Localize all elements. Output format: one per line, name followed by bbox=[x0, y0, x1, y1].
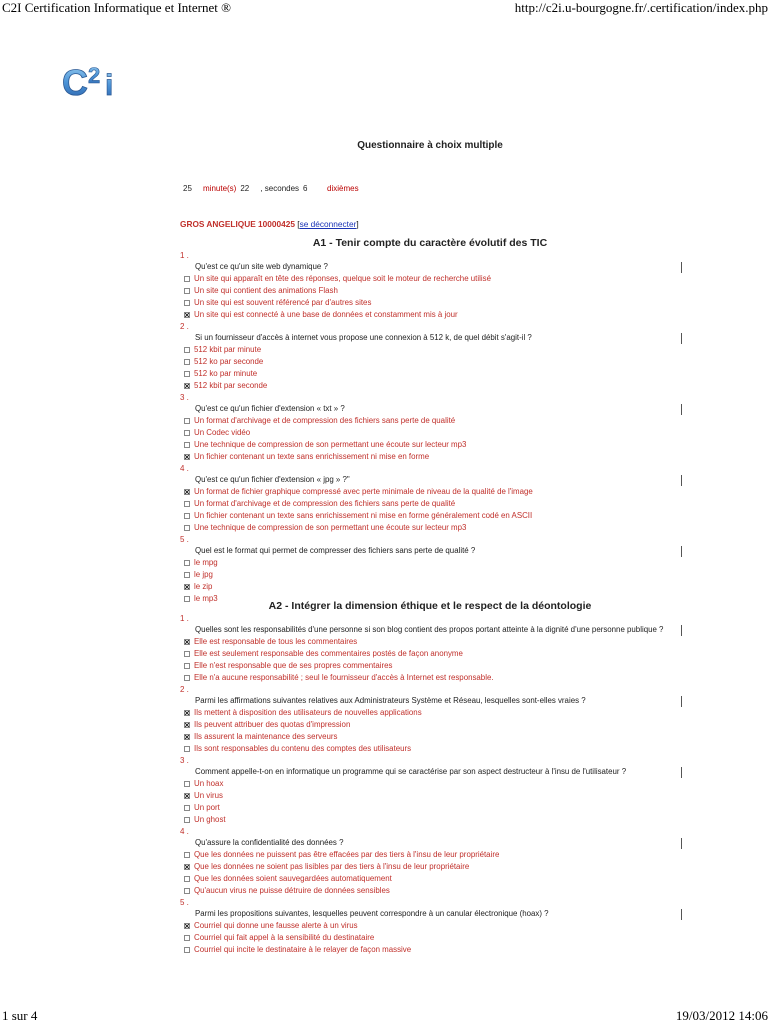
question-text: Qu'est ce qu'un fichier d'extension « jpg » ?" bbox=[195, 475, 350, 484]
timer-seconds-label: , secondes bbox=[260, 184, 300, 193]
checkbox[interactable] bbox=[184, 442, 190, 448]
bracket-open: [ bbox=[297, 219, 300, 229]
timer-minutes-label: minute(s) bbox=[203, 184, 237, 193]
answer-option[interactable] bbox=[180, 920, 680, 932]
answer-option[interactable] bbox=[180, 557, 680, 569]
answer-label: Un site qui est connecté à une base de données et constamment mis à jour bbox=[194, 310, 458, 319]
timer-seconds-field[interactable] bbox=[240, 184, 254, 193]
checkbox[interactable] bbox=[184, 359, 190, 365]
checked-checkbox[interactable] bbox=[184, 722, 190, 728]
answer-label: Une technique de compression de son permettant une écoute sur lecteur mp3 bbox=[194, 523, 467, 532]
answer-label: le mp3 bbox=[194, 594, 218, 603]
user-name: GROS ANGELIQUE 10000425 bbox=[180, 219, 295, 229]
print-header-title: C2I Certification Informatique et Internet ® bbox=[2, 0, 231, 15]
question-block bbox=[180, 755, 680, 826]
checkbox[interactable] bbox=[184, 805, 190, 811]
question-text: Qu'est ce qu'un fichier d'extension « txt » ? bbox=[195, 404, 345, 413]
checkbox[interactable] bbox=[184, 675, 190, 681]
user-line bbox=[180, 219, 359, 229]
checked-checkbox[interactable] bbox=[184, 454, 190, 460]
answer-label: Courriel qui incite le destinataire à le relayer de façon massive bbox=[194, 945, 412, 954]
question-text: Parmi les propositions suivantes, lesquelles peuvent correspondre à un canular électronique (hoax) ? bbox=[195, 909, 549, 918]
question-marker bbox=[681, 625, 682, 636]
page-title: Questionnaire à choix multiple bbox=[357, 140, 503, 151]
checkbox[interactable] bbox=[184, 663, 190, 669]
answer-option[interactable] bbox=[180, 415, 680, 427]
answer-option[interactable] bbox=[180, 743, 680, 755]
question-block bbox=[180, 826, 680, 897]
answer-option[interactable] bbox=[180, 427, 680, 439]
bracket-close: ] bbox=[356, 219, 359, 229]
answer-label: Que les données ne puissent pas être effacées par des tiers à l'insu de leur propriétaire bbox=[194, 850, 500, 859]
answer-label: 512 ko par minute bbox=[194, 369, 258, 378]
answer-option[interactable] bbox=[180, 672, 680, 684]
answer-option[interactable] bbox=[180, 719, 680, 731]
question-text: Quelles sont les responsabilités d'une personne si son blog contient des propos portant atteinte à la dignité d'une personne publique ? bbox=[195, 625, 664, 634]
answer-label: Elle est responsable de tous les commentaires bbox=[194, 637, 358, 646]
checked-checkbox[interactable] bbox=[184, 489, 190, 495]
question-text: Si un fournisseur d'accès à internet vous propose une connexion à 512 k, de quel débit s'agit-il ? bbox=[195, 333, 532, 342]
checkbox[interactable] bbox=[184, 935, 190, 941]
checkbox[interactable] bbox=[184, 572, 190, 578]
answer-label: Un format de fichier graphique compressé avec perte minimale de niveau de la qualité de l'image bbox=[194, 487, 533, 496]
question-block bbox=[180, 534, 680, 605]
question-marker bbox=[681, 404, 682, 415]
answer-option[interactable] bbox=[180, 569, 680, 581]
answer-option[interactable] bbox=[180, 814, 680, 826]
answer-option[interactable] bbox=[180, 944, 680, 956]
answer-label: Que les données soient sauvegardées automatiquement bbox=[194, 874, 392, 883]
question-block bbox=[180, 392, 680, 463]
section-title: A2 - Intégrer la dimension éthique et le respect de la déontologie bbox=[268, 600, 592, 612]
print-header bbox=[2, 0, 768, 16]
question-list bbox=[180, 250, 680, 605]
timer-tenths-field[interactable] bbox=[303, 184, 321, 193]
question-marker bbox=[681, 475, 682, 486]
checkbox[interactable] bbox=[184, 560, 190, 566]
question-number: 5 . bbox=[180, 898, 189, 907]
question-number: 2 . bbox=[180, 685, 189, 694]
question-marker bbox=[681, 909, 682, 920]
checked-checkbox[interactable] bbox=[184, 734, 190, 740]
section-title: A1 - Tenir compte du caractère évolutif des TIC bbox=[312, 237, 548, 249]
checked-checkbox[interactable] bbox=[184, 312, 190, 318]
answer-option[interactable] bbox=[180, 778, 680, 790]
answer-label: 512 kbit par seconde bbox=[194, 381, 268, 390]
answer-label: Un site qui est souvent référencé par d'autres sites bbox=[194, 298, 372, 307]
checkbox[interactable] bbox=[184, 876, 190, 882]
question-list bbox=[180, 613, 680, 956]
answer-label: Courriel qui donne une fausse alerte à un virus bbox=[194, 921, 358, 930]
svg-text:i: i bbox=[105, 69, 114, 101]
question-number: 5 . bbox=[180, 535, 189, 544]
answer-option[interactable] bbox=[180, 439, 680, 451]
question-number: 3 . bbox=[180, 756, 189, 765]
checkbox[interactable] bbox=[184, 746, 190, 752]
question-number: 2 . bbox=[180, 322, 189, 331]
checkbox[interactable] bbox=[184, 418, 190, 424]
c2i-logo bbox=[60, 57, 124, 101]
answer-label: Elle est seulement responsable des commentaires postés de façon anonyme bbox=[194, 649, 463, 658]
answer-option[interactable] bbox=[180, 297, 680, 309]
answer-option[interactable] bbox=[180, 451, 680, 463]
question-block bbox=[180, 684, 680, 755]
answer-label: Ils sont responsables du contenu des comptes des utilisateurs bbox=[194, 744, 412, 753]
question-text: Comment appelle-t-on en informatique un programme qui se caractérise par son aspect destructeur à l'insu de l'utilisateur ? bbox=[195, 767, 627, 776]
answer-option[interactable] bbox=[180, 581, 680, 593]
answer-label: Un format d'archivage et de compression des fichiers sans perte de qualité bbox=[194, 416, 456, 425]
checkbox[interactable] bbox=[184, 371, 190, 377]
checkbox[interactable] bbox=[184, 781, 190, 787]
question-number: 4 . bbox=[180, 464, 189, 473]
answer-option[interactable] bbox=[180, 285, 680, 297]
answer-option[interactable] bbox=[180, 486, 680, 498]
checked-checkbox[interactable] bbox=[184, 793, 190, 799]
question-block bbox=[180, 250, 680, 321]
question-marker bbox=[681, 696, 682, 707]
question-marker bbox=[681, 262, 682, 273]
answer-option[interactable] bbox=[180, 790, 680, 802]
answer-option[interactable] bbox=[180, 273, 680, 285]
question-text: Qu'est ce qu'un site web dynamique ? bbox=[195, 262, 328, 271]
question-block bbox=[180, 613, 680, 684]
question-marker bbox=[681, 838, 682, 849]
answer-option[interactable] bbox=[180, 873, 680, 885]
checked-checkbox[interactable] bbox=[184, 864, 190, 870]
answer-option[interactable] bbox=[180, 707, 680, 719]
answer-label: Courriel qui fait appel à la sensibilité du destinataire bbox=[194, 933, 375, 942]
checkbox[interactable] bbox=[184, 651, 190, 657]
answer-option[interactable] bbox=[180, 932, 680, 944]
answer-option[interactable] bbox=[180, 510, 680, 522]
checked-checkbox[interactable] bbox=[184, 923, 190, 929]
answer-label: Qu'aucun virus ne puisse détruire de données sensibles bbox=[194, 886, 390, 895]
answer-option[interactable] bbox=[180, 356, 680, 368]
checkbox[interactable] bbox=[184, 276, 190, 282]
checked-checkbox[interactable] bbox=[184, 639, 190, 645]
answer-label: 512 ko par seconde bbox=[194, 357, 264, 366]
checkbox[interactable] bbox=[184, 430, 190, 436]
question-text: Quel est le format qui permet de compresser des fichiers sans perte de qualité ? bbox=[195, 546, 476, 555]
answer-label: Un ghost bbox=[194, 815, 226, 824]
answer-option[interactable] bbox=[180, 648, 680, 660]
timer-minutes-field[interactable] bbox=[183, 184, 197, 193]
answer-label: Ils mettent à disposition des utilisateurs de nouvelles applications bbox=[194, 708, 422, 717]
answer-label: Elle n'est responsable que de ses propres commentaires bbox=[194, 661, 393, 670]
question-number: 3 . bbox=[180, 393, 189, 402]
svg-text:2: 2 bbox=[88, 63, 101, 88]
question-marker bbox=[681, 767, 682, 778]
answer-label: Un virus bbox=[194, 791, 223, 800]
answer-option[interactable] bbox=[180, 344, 680, 356]
checked-checkbox[interactable] bbox=[184, 383, 190, 389]
answer-label: le jpg bbox=[194, 570, 213, 579]
print-footer bbox=[2, 1008, 768, 1024]
answer-label: Un hoax bbox=[194, 779, 224, 788]
logout-link[interactable]: se déconnecter bbox=[299, 219, 357, 229]
question-text: Parmi les affirmations suivantes relatives aux Administrateurs Système et Réseau, lesquelles sont-elles vraies ? bbox=[195, 696, 586, 705]
answer-label: Une technique de compression de son permettant une écoute sur lecteur mp3 bbox=[194, 440, 467, 449]
question-number: 4 . bbox=[180, 827, 189, 836]
checkbox[interactable] bbox=[184, 300, 190, 306]
answer-label: Un site qui contient des animations Flash bbox=[194, 286, 338, 295]
question-text: Qu'assure la confidentialité des données ? bbox=[195, 838, 344, 847]
answer-label: le zip bbox=[194, 582, 213, 591]
checkbox[interactable] bbox=[184, 947, 190, 953]
answer-option[interactable] bbox=[180, 636, 680, 648]
question-block bbox=[180, 321, 680, 392]
answer-option[interactable] bbox=[180, 660, 680, 672]
checkbox[interactable] bbox=[184, 347, 190, 353]
answer-option[interactable] bbox=[180, 522, 680, 534]
answer-label: Un Codec vidéo bbox=[194, 428, 251, 437]
question-block bbox=[180, 897, 680, 956]
checked-checkbox[interactable] bbox=[184, 710, 190, 716]
answer-label: Que les données ne soient pas lisibles par des tiers à l'insu de leur propriétaire bbox=[194, 862, 470, 871]
answer-label: Un format d'archivage et de compression des fichiers sans perte de qualité bbox=[194, 499, 456, 508]
answer-label: le mpg bbox=[194, 558, 218, 567]
print-datetime: 19/03/2012 14:06 bbox=[675, 1008, 768, 1023]
checkbox[interactable] bbox=[184, 513, 190, 519]
answer-option[interactable] bbox=[180, 802, 680, 814]
question-marker bbox=[681, 546, 682, 557]
answer-option[interactable] bbox=[180, 380, 680, 392]
section-a2 bbox=[180, 600, 680, 956]
checkbox[interactable] bbox=[184, 501, 190, 507]
question-marker bbox=[681, 333, 682, 344]
answer-option[interactable] bbox=[180, 731, 680, 743]
svg-text:C: C bbox=[62, 62, 88, 101]
answer-option[interactable] bbox=[180, 309, 680, 321]
answer-option[interactable] bbox=[180, 849, 680, 861]
answer-label: Ils peuvent attribuer des quotas d'impression bbox=[194, 720, 351, 729]
checked-checkbox[interactable] bbox=[184, 584, 190, 590]
answer-label: Un site qui apparaît en tête des réponses, quelque soit le moteur de recherche utilisé bbox=[194, 274, 491, 283]
answer-label: Un fichier contenant un texte sans enrichissement ni mise en forme bbox=[194, 452, 430, 461]
question-block bbox=[180, 463, 680, 534]
answer-option[interactable] bbox=[180, 368, 680, 380]
answer-label: Un fichier contenant un texte sans enrichissement ni mise en forme généralement codé en ASCII bbox=[194, 511, 533, 520]
question-number: 1 . bbox=[180, 614, 189, 623]
checkbox[interactable] bbox=[184, 852, 190, 858]
answer-option[interactable] bbox=[180, 885, 680, 897]
page-counter: 1 sur 4 bbox=[2, 1008, 38, 1023]
checkbox[interactable] bbox=[184, 817, 190, 823]
answer-option[interactable] bbox=[180, 861, 680, 873]
checkbox[interactable] bbox=[184, 288, 190, 294]
exam-timer bbox=[183, 184, 359, 193]
answer-option[interactable] bbox=[180, 498, 680, 510]
answer-label: Elle n'a aucune responsabilité ; seul le fournisseur d'accès à Internet est responsable. bbox=[194, 673, 494, 682]
answer-label: 512 kbit par minute bbox=[194, 345, 262, 354]
answer-label: Ils assurent la maintenance des serveurs bbox=[194, 732, 338, 741]
question-number: 1 . bbox=[180, 251, 189, 260]
checkbox[interactable] bbox=[184, 525, 190, 531]
section-a1 bbox=[180, 237, 680, 605]
answer-label: Un port bbox=[194, 803, 220, 812]
checkbox[interactable] bbox=[184, 888, 190, 894]
timer-tenths-label: dixièmes bbox=[327, 184, 359, 193]
print-header-url: http://c2i.u-bourgogne.fr/.certification/index.php bbox=[514, 0, 768, 15]
